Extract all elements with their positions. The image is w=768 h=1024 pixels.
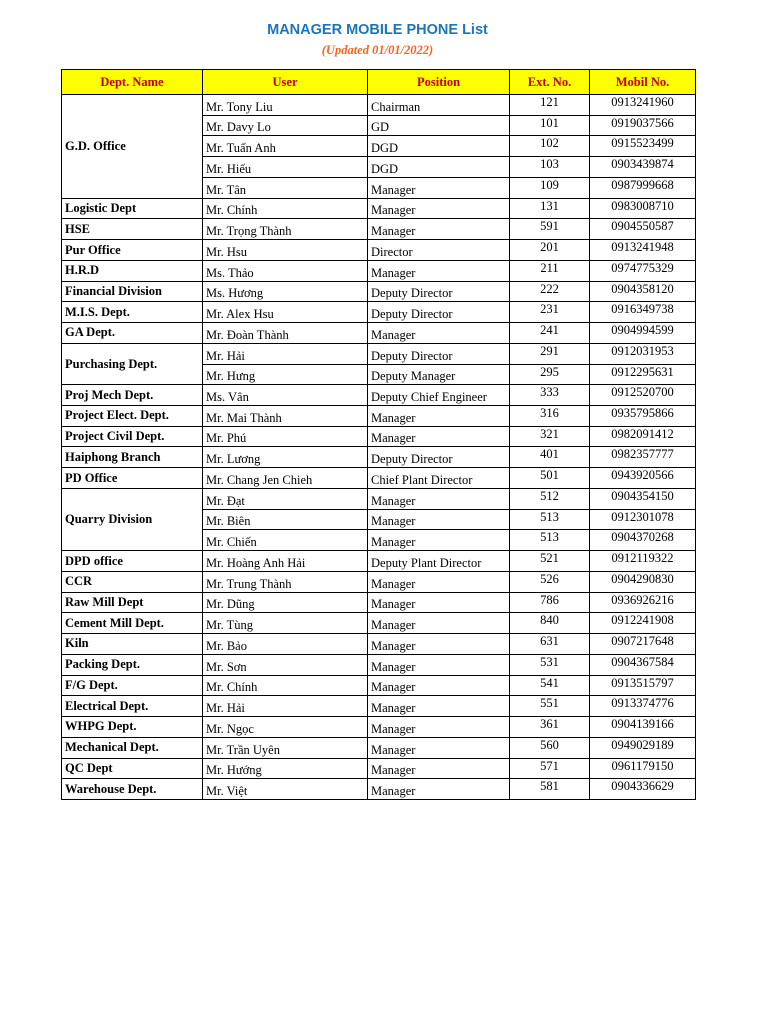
user-cell: Ms. Hương	[203, 281, 368, 302]
position-cell: Deputy Director	[368, 343, 510, 364]
table-row	[62, 654, 696, 675]
table-row	[62, 551, 696, 572]
position-cell: Manager	[368, 717, 510, 738]
user-cell: Mr. Trần Uyên	[203, 737, 368, 758]
column-header-user: User	[203, 70, 368, 95]
table-row	[62, 219, 696, 240]
position-cell: Manager	[368, 779, 510, 800]
table-row	[62, 592, 696, 613]
ext-no-cell: 291	[510, 343, 590, 364]
table-row	[62, 717, 696, 738]
position-cell: Deputy Director	[368, 447, 510, 468]
table-header-row	[62, 70, 696, 95]
table-row	[62, 696, 696, 717]
user-cell: Mr. Hải	[203, 696, 368, 717]
position-cell: Manager	[368, 675, 510, 696]
user-cell: Mr. Biên	[203, 509, 368, 530]
mobile-no-cell: 0904367584	[590, 654, 696, 675]
position-cell: Manager	[368, 488, 510, 509]
mobile-no-cell: 0982091412	[590, 426, 696, 447]
ext-no-cell: 401	[510, 447, 590, 468]
user-cell: Mr. Tùng	[203, 613, 368, 634]
ext-no-cell: 211	[510, 260, 590, 281]
ext-no-cell: 521	[510, 551, 590, 572]
user-cell: Mr. Chính	[203, 675, 368, 696]
user-cell: Mr. Dũng	[203, 592, 368, 613]
table-row	[62, 95, 696, 116]
user-cell: Mr. Hưng	[203, 364, 368, 385]
ext-no-cell: 526	[510, 571, 590, 592]
position-cell: DGD	[368, 157, 510, 178]
dept-name-cell: Project Civil Dept.	[62, 426, 203, 447]
user-cell: Mr. Hoàng Anh Hải	[203, 551, 368, 572]
ext-no-cell: 551	[510, 696, 590, 717]
ext-no-cell: 222	[510, 281, 590, 302]
user-cell: Mr. Chang Jen Chieh	[203, 468, 368, 489]
dept-name-cell: Project Elect. Dept.	[62, 406, 203, 427]
user-cell: Ms. Thảo	[203, 260, 368, 281]
mobile-no-cell: 0949029189	[590, 737, 696, 758]
ext-no-cell: 512	[510, 488, 590, 509]
table-row	[62, 426, 696, 447]
ext-no-cell: 591	[510, 219, 590, 240]
table-row	[62, 737, 696, 758]
ext-no-cell: 560	[510, 737, 590, 758]
position-cell: DGD	[368, 136, 510, 157]
ext-no-cell: 295	[510, 364, 590, 385]
user-cell: Mr. Davy Lo	[203, 115, 368, 136]
ext-no-cell: 631	[510, 634, 590, 655]
position-cell: Manager	[368, 323, 510, 344]
manager-phone-table	[61, 69, 696, 800]
ext-no-cell: 786	[510, 592, 590, 613]
column-header-position: Position	[368, 70, 510, 95]
ext-no-cell: 501	[510, 468, 590, 489]
position-cell: Manager	[368, 571, 510, 592]
dept-name-cell: Electrical Dept.	[62, 696, 203, 717]
mobile-no-cell: 0904336629	[590, 779, 696, 800]
user-cell: Mr. Sơn	[203, 654, 368, 675]
table-row	[62, 281, 696, 302]
position-cell: Manager	[368, 613, 510, 634]
mobile-no-cell: 0974775329	[590, 260, 696, 281]
table-row	[62, 385, 696, 406]
user-cell: Mr. Tuấn Anh	[203, 136, 368, 157]
table-row	[62, 260, 696, 281]
dept-name-cell: H.R.D	[62, 260, 203, 281]
position-cell: Deputy Chief Engineer	[368, 385, 510, 406]
mobile-no-cell: 0904358120	[590, 281, 696, 302]
ext-no-cell: 513	[510, 509, 590, 530]
table-row	[62, 758, 696, 779]
mobile-no-cell: 0912295631	[590, 364, 696, 385]
user-cell: Mr. Hướng	[203, 758, 368, 779]
mobile-no-cell: 0907217648	[590, 634, 696, 655]
table-row	[62, 488, 696, 509]
dept-name-cell: Purchasing Dept.	[62, 343, 203, 384]
user-cell: Mr. Ngọc	[203, 717, 368, 738]
user-cell: Mr. Tony Liu	[203, 95, 368, 116]
position-cell: Chief Plant Director	[368, 468, 510, 489]
ext-no-cell: 531	[510, 654, 590, 675]
mobile-no-cell: 0904370268	[590, 530, 696, 551]
mobile-no-cell: 0912241908	[590, 613, 696, 634]
position-cell: GD	[368, 115, 510, 136]
ext-no-cell: 241	[510, 323, 590, 344]
mobile-no-cell: 0904550587	[590, 219, 696, 240]
position-cell: Manager	[368, 509, 510, 530]
ext-no-cell: 581	[510, 779, 590, 800]
position-cell: Manager	[368, 177, 510, 198]
dept-name-cell: WHPG Dept.	[62, 717, 203, 738]
position-cell: Manager	[368, 696, 510, 717]
mobile-no-cell: 0987999668	[590, 177, 696, 198]
dept-name-cell: Packing Dept.	[62, 654, 203, 675]
dept-name-cell: G.D. Office	[62, 95, 203, 199]
ext-no-cell: 321	[510, 426, 590, 447]
column-header-ext: Ext. No.	[510, 70, 590, 95]
user-cell: Mr. Trung Thành	[203, 571, 368, 592]
position-cell: Manager	[368, 758, 510, 779]
mobile-no-cell: 0904290830	[590, 571, 696, 592]
page-subtitle: (Updated 01/01/2022)	[321, 43, 434, 57]
mobile-no-cell: 0903439874	[590, 157, 696, 178]
table-row	[62, 323, 696, 344]
position-cell: Manager	[368, 260, 510, 281]
dept-name-cell: Haiphong Branch	[62, 447, 203, 468]
mobile-no-cell: 0913241948	[590, 240, 696, 261]
dept-name-cell: Cement Mill Dept.	[62, 613, 203, 634]
column-header-dept: Dept. Name	[62, 70, 203, 95]
mobile-no-cell: 0915523499	[590, 136, 696, 157]
table-row	[62, 675, 696, 696]
table-row	[62, 302, 696, 323]
ext-no-cell: 103	[510, 157, 590, 178]
table-body	[62, 95, 696, 800]
mobile-no-cell: 0913241960	[590, 95, 696, 116]
mobile-no-cell: 0983008710	[590, 198, 696, 219]
position-cell: Director	[368, 240, 510, 261]
mobile-no-cell: 0912119322	[590, 551, 696, 572]
dept-name-cell: CCR	[62, 571, 203, 592]
ext-no-cell: 316	[510, 406, 590, 427]
mobile-no-cell: 0912520700	[590, 385, 696, 406]
user-cell: Mr. Alex Hsu	[203, 302, 368, 323]
mobile-no-cell: 0913374776	[590, 696, 696, 717]
position-cell: Manager	[368, 406, 510, 427]
dept-name-cell: GA Dept.	[62, 323, 203, 344]
table-row	[62, 343, 696, 364]
mobile-no-cell: 0982357777	[590, 447, 696, 468]
user-cell: Mr. Bảo	[203, 634, 368, 655]
dept-name-cell: Logistic Dept	[62, 198, 203, 219]
user-cell: Mr. Mai Thành	[203, 406, 368, 427]
dept-name-cell: M.I.S. Dept.	[62, 302, 203, 323]
ext-no-cell: 361	[510, 717, 590, 738]
mobile-no-cell: 0904139166	[590, 717, 696, 738]
ext-no-cell: 101	[510, 115, 590, 136]
ext-no-cell: 109	[510, 177, 590, 198]
user-cell: Mr. Lương	[203, 447, 368, 468]
user-cell: Mr. Phú	[203, 426, 368, 447]
ext-no-cell: 131	[510, 198, 590, 219]
mobile-no-cell: 0935795866	[590, 406, 696, 427]
user-cell: Mr. Việt	[203, 779, 368, 800]
position-cell: Deputy Director	[368, 302, 510, 323]
position-cell: Manager	[368, 654, 510, 675]
ext-no-cell: 840	[510, 613, 590, 634]
ext-no-cell: 102	[510, 136, 590, 157]
mobile-no-cell: 0913515797	[590, 675, 696, 696]
user-cell: Mr. Hsu	[203, 240, 368, 261]
dept-name-cell: QC Dept	[62, 758, 203, 779]
position-cell: Chairman	[368, 95, 510, 116]
position-cell: Manager	[368, 634, 510, 655]
user-cell: Mr. Tân	[203, 177, 368, 198]
table-row	[62, 571, 696, 592]
user-cell: Mr. Hải	[203, 343, 368, 364]
position-cell: Manager	[368, 219, 510, 240]
page-title: MANAGER MOBILE PHONE List	[267, 22, 488, 38]
mobile-no-cell: 0961179150	[590, 758, 696, 779]
dept-name-cell: Mechanical Dept.	[62, 737, 203, 758]
table-row	[62, 634, 696, 655]
user-cell: Mr. Hiếu	[203, 157, 368, 178]
table-row	[62, 406, 696, 427]
dept-name-cell: Pur Office	[62, 240, 203, 261]
ext-no-cell: 333	[510, 385, 590, 406]
column-header-mobile: Mobil No.	[590, 70, 696, 95]
table-row	[62, 613, 696, 634]
user-cell: Mr. Chính	[203, 198, 368, 219]
position-cell: Manager	[368, 592, 510, 613]
position-cell: Manager	[368, 737, 510, 758]
table-row	[62, 240, 696, 261]
mobile-no-cell: 0904354150	[590, 488, 696, 509]
position-cell: Deputy Manager	[368, 364, 510, 385]
mobile-no-cell: 0904994599	[590, 323, 696, 344]
user-cell: Mr. Đạt	[203, 488, 368, 509]
table-row	[62, 468, 696, 489]
user-cell: Ms. Vân	[203, 385, 368, 406]
dept-name-cell: Raw Mill Dept	[62, 592, 203, 613]
position-cell: Manager	[368, 530, 510, 551]
table-row	[62, 198, 696, 219]
dept-name-cell: Warehouse Dept.	[62, 779, 203, 800]
table-row	[62, 447, 696, 468]
dept-name-cell: Quarry Division	[62, 488, 203, 550]
position-cell: Deputy Plant Director	[368, 551, 510, 572]
ext-no-cell: 541	[510, 675, 590, 696]
position-cell: Manager	[368, 426, 510, 447]
ext-no-cell: 201	[510, 240, 590, 261]
mobile-no-cell: 0943920566	[590, 468, 696, 489]
dept-name-cell: Proj Mech Dept.	[62, 385, 203, 406]
mobile-no-cell: 0912301078	[590, 509, 696, 530]
ext-no-cell: 121	[510, 95, 590, 116]
mobile-no-cell: 0919037566	[590, 115, 696, 136]
dept-name-cell: HSE	[62, 219, 203, 240]
dept-name-cell: Financial Division	[62, 281, 203, 302]
mobile-no-cell: 0916349738	[590, 302, 696, 323]
dept-name-cell: F/G Dept.	[62, 675, 203, 696]
user-cell: Mr. Đoàn Thành	[203, 323, 368, 344]
position-cell: Deputy Director	[368, 281, 510, 302]
position-cell: Manager	[368, 198, 510, 219]
ext-no-cell: 571	[510, 758, 590, 779]
ext-no-cell: 231	[510, 302, 590, 323]
dept-name-cell: Kiln	[62, 634, 203, 655]
mobile-no-cell: 0912031953	[590, 343, 696, 364]
ext-no-cell: 513	[510, 530, 590, 551]
dept-name-cell: PD Office	[62, 468, 203, 489]
mobile-no-cell: 0936926216	[590, 592, 696, 613]
user-cell: Mr. Trọng Thành	[203, 219, 368, 240]
table-row	[62, 779, 696, 800]
user-cell: Mr. Chiến	[203, 530, 368, 551]
dept-name-cell: DPD office	[62, 551, 203, 572]
